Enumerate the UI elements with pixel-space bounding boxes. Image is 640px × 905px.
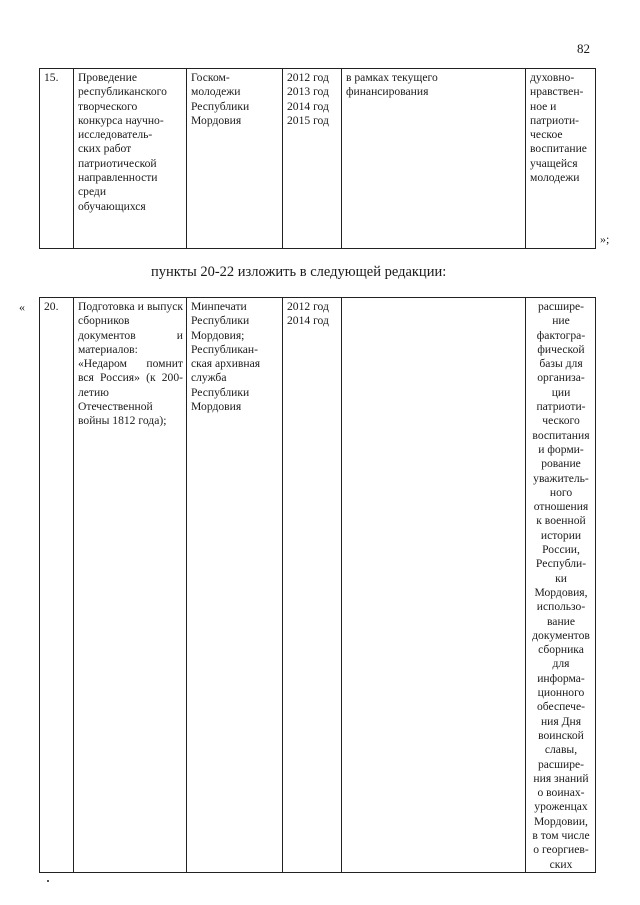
event-cell: Подготовка и выпуск сборников документов и материалов: «Недаром помнит вся Россия» (к 200-летию Отечественной войны 1812 года); [74, 298, 187, 873]
years-cell: 2012 год 2014 год [283, 298, 342, 873]
row-number: 20. [40, 298, 74, 873]
table-row [40, 298, 596, 873]
table-row [40, 69, 596, 249]
result-cell: расшире- ние фактогра- фической базы для организа- ции патриоти- ческого воспитания и форми- рование уважитель- ного отношения к военной истории России, Республи- ки Мордовия, использо- вание документов сборника для информа- ционного обеспече- ния Дня воинской славы, расшире- ния знаний о воинах- уроженцах Мордовии, в том числе о георгиев- ских [526, 298, 596, 873]
measures-table-amended [39, 297, 596, 873]
measures-table-continued [39, 68, 596, 249]
closing-quote: »; [600, 232, 610, 246]
event-cell: Проведение республиканского творческого конкурса научно- исследователь- ских работ патриотической направленности среди обучающихся [74, 69, 187, 249]
years-cell: 2012 год 2013 год 2014 год 2015 год [283, 69, 342, 249]
executor-cell: Госком- молодежи Республики Мордовия [187, 69, 283, 249]
section-heading: пункты 20-22 изложить в следующей редакции: [151, 264, 447, 280]
page-number: 82 [577, 41, 590, 56]
funding-cell: в рамках текущего финансирования [342, 69, 526, 249]
row-number: 15. [40, 69, 74, 249]
executor-cell: Минпечати Республики Мордовия; Республикан-ская архивная служба Республики Мордовия [187, 298, 283, 873]
scan-speck [47, 880, 49, 882]
result-cell: духовно- нравствен- ное и патриоти- ческое воспитание учащейся молодежи [526, 69, 596, 249]
funding-cell [342, 298, 526, 873]
opening-quote: « [19, 300, 25, 314]
